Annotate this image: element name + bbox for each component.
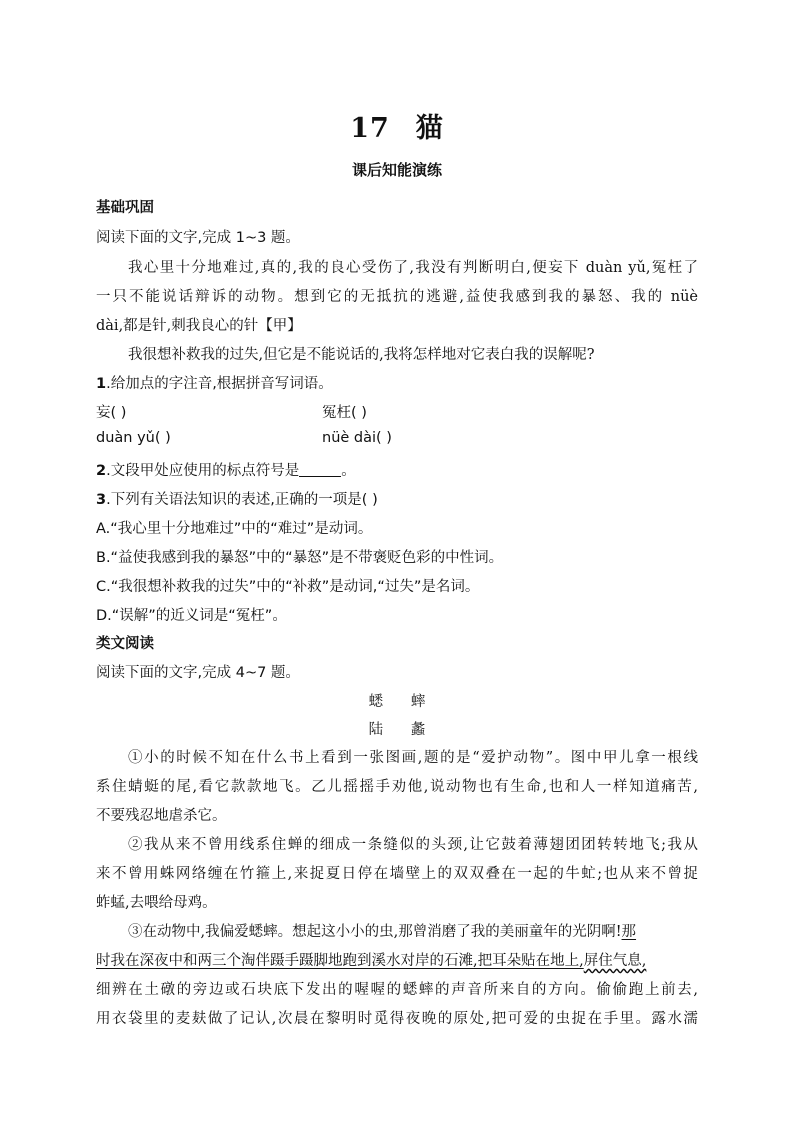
answer-item-wang: 妄( ): [96, 405, 127, 421]
section-heading-reading: 类文阅读: [96, 636, 154, 652]
article-line: ①小的时候不知在什么书上看到一张图画,题的是“爱护动物”。图中甲儿拿一根线: [128, 750, 698, 766]
question-text: .文段甲处应使用的标点符号是: [106, 463, 300, 479]
answer-blank[interactable]: [299, 462, 341, 477]
article-title: 蟋 蟀: [368, 694, 426, 710]
article-line: 蚱蜢,去喂给母鸡。: [96, 895, 217, 911]
option-b: B.“益使我感到我的暴怒”中的“暴怒”是不带褒贬色彩的中性词。: [96, 550, 504, 566]
question-2: [96, 459, 356, 480]
article-line: ②我从来不曾用线系住蝉的细成一条缝似的头颈,让它鼓着薄翅团团转转地飞;我从: [128, 837, 698, 853]
question-text: .下列有关语法知识的表述,正确的一项是( ): [106, 492, 378, 508]
article-line: 不要残忍地虐杀它。: [96, 808, 227, 824]
question-3: [96, 488, 378, 509]
instruction-1: 阅读下面的文字,完成 1~3 题。: [96, 230, 300, 246]
wavy-underlined-text: 屏住气息,: [583, 953, 647, 969]
article-text: ③在动物中,我偏爱蟋蟀。想起这小小的虫,那曾消磨了我的美丽童年的光阴啊!: [128, 924, 622, 940]
underlined-text: 那: [621, 924, 637, 940]
question-number: 1: [96, 376, 107, 392]
article-line: [96, 949, 698, 970]
option-a: A.“我心里十分地难过”中的“难过”是动词。: [96, 521, 373, 537]
passage-line: 一只不能说话辩诉的动物。想到它的无抵抗的逃避,益使我感到我的暴怒、我的 nüè: [96, 289, 698, 305]
article-line: 细辨在土礅的旁边或石块底下发出的喔喔的蟋蟀的声音所来自的方向。偷偷跑上前去,: [96, 982, 698, 998]
question-text: .给加点的字注音,根据拼音写词语。: [106, 376, 333, 392]
answer-item-nuedai: nüè dài( ): [322, 430, 392, 446]
article-line: 来不曾用蛛网络缠在竹箍上,来捉夏日停在墙壁上的双双叠在一起的牛虻;也从来不曾捉: [96, 866, 698, 882]
lesson-name: 猫: [415, 113, 444, 144]
question-number: 2: [96, 463, 107, 479]
page-subtitle: 课后知能演练: [351, 161, 442, 179]
lesson-number: 17: [350, 113, 390, 144]
option-d: D.“误解”的近义词是“冤枉”。: [96, 608, 287, 624]
instruction-2: 阅读下面的文字,完成 4~7 题。: [96, 665, 300, 681]
passage-line: dài,都是针,刺我良心的针【甲】: [96, 318, 302, 334]
question-text-end: 。: [341, 463, 356, 479]
passage-line: 我很想补救我的过失,但它是不能说话的,我将怎样地对它表白我的误解呢?: [128, 347, 595, 363]
answer-item-duanyu: duàn yǔ( ): [96, 430, 171, 446]
passage-line: 我心里十分地难过,真的,我的良心受伤了,我没有判断明白,便妄下 duàn yǔ,冤枉了: [128, 260, 698, 276]
article-line: 用衣袋里的麦麸做了记认,次晨在黎明时觅得夜晚的原处,把可爱的虫捉在手里。露水濡: [96, 1011, 698, 1027]
article-line: [128, 920, 698, 941]
article-line: 系住蜻蜓的尾,看它款款地飞。乙儿摇摇手劝他,说动物也有生命,也和人一样知道痛苦,: [96, 779, 698, 795]
article-author: 陆 蠡: [368, 722, 426, 738]
section-heading-basic: 基础巩固: [96, 200, 154, 216]
answer-item-yuanwang: 冤枉( ): [322, 405, 367, 421]
option-c: C.“我很想补救我的过失”中的“补救”是动词,“过失”是名词。: [96, 579, 480, 595]
underlined-text: 时我在深夜中和两三个淘伴蹑手蹑脚地跑到溪水对岸的石滩,把耳朵贴在地上,: [96, 953, 584, 969]
question-1: [96, 372, 333, 393]
question-number: 3: [96, 492, 107, 508]
lesson-title: [0, 106, 794, 145]
